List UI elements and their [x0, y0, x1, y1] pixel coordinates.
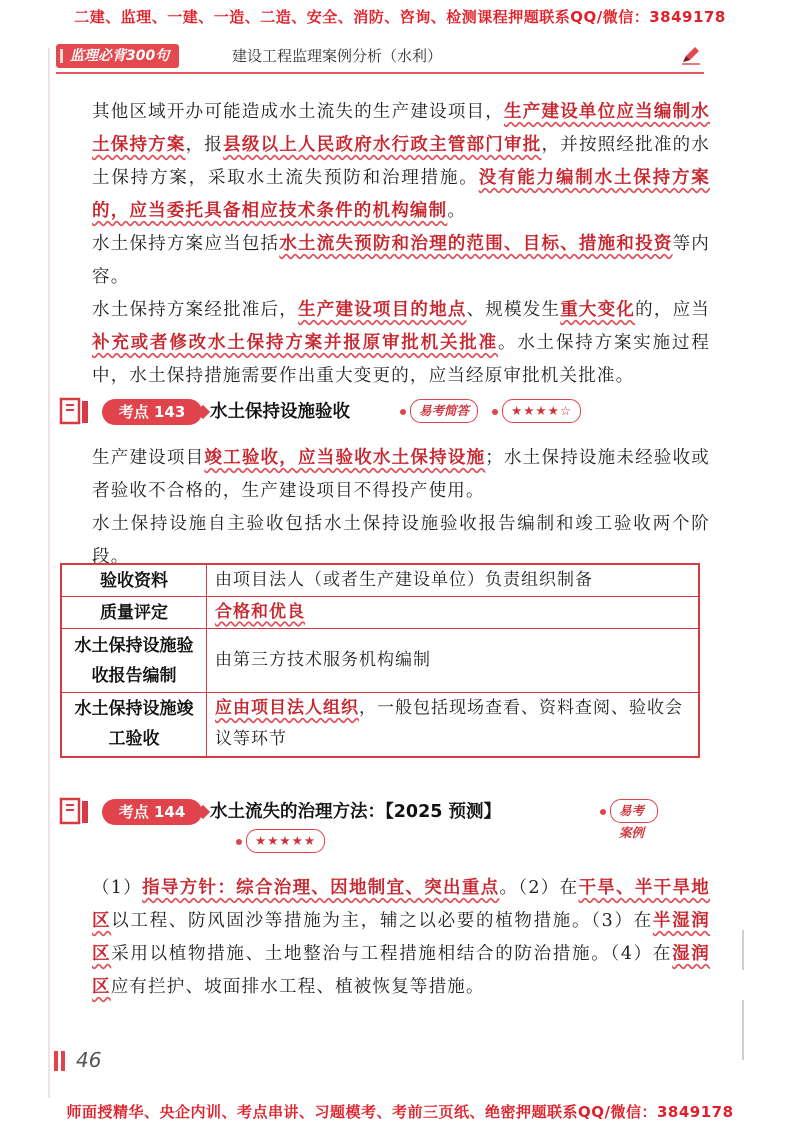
importance-stars: ★★★★★ — [246, 829, 325, 853]
highlighted-text: 干旱、半干旱地区 — [92, 878, 711, 931]
highlighted-text: 湿润区 — [92, 944, 710, 997]
acceptance-table — [60, 563, 700, 758]
body-text: 由项目法人（或者生产建设单位）负责组织制备 — [215, 570, 593, 590]
header-series-tag: 监理必背300句 — [56, 44, 179, 68]
highlighted-text: 生产建设单位应当编制水土保持方案 — [92, 102, 710, 155]
body-text: ，一般包括现场查看、资料查阅、验收会议等环节 — [215, 698, 683, 750]
row-header: 水土保持设施验收报告编制 — [61, 629, 207, 693]
body-text: 、规模发生 — [466, 300, 561, 320]
row-value — [207, 693, 700, 757]
separator-dot — [236, 839, 242, 845]
body-text: 由第三方技术服务机构编制 — [215, 650, 431, 670]
table-row — [61, 597, 699, 629]
table-row — [61, 693, 699, 757]
pen-icon — [680, 44, 702, 66]
row-value — [207, 629, 700, 693]
body-text: 水土保持设施自主验收包括水土保持设施验收报告编制和竣工验收两个阶段。 — [92, 514, 710, 567]
section-water-soil-plan — [92, 96, 710, 393]
page-margin-line — [48, 48, 50, 1098]
kp-badge: 考点 143 — [102, 399, 202, 425]
body-text: 。（2）在 — [499, 878, 579, 898]
body-text: 应有拦护、坡面排水工程、植被恢复等措施。 — [110, 977, 485, 997]
body-text: 。 — [447, 201, 467, 221]
body-text: ；水土保持设施未经验收或者验收不合格的，生产建设项目不得投产使用。 — [92, 448, 711, 501]
row-value — [207, 564, 700, 597]
paragraph — [92, 442, 710, 508]
book-icon — [58, 397, 92, 427]
separator-dot — [400, 409, 406, 415]
body-text: 以工程、防风固沙等措施为主，辅之以必要的植物措施。（3）在 — [111, 911, 653, 931]
body-text: 其他区域开办可能造成水土流失的生产建设项目， — [92, 102, 505, 122]
row-value — [207, 597, 700, 629]
highlighted-text: 补充或者修改水土保持方案并报原审批机关批准 — [92, 333, 498, 353]
kp143-heading — [58, 395, 618, 429]
body-text: 等内容。 — [92, 234, 711, 287]
importance-stars: ★★★★☆ — [502, 399, 581, 423]
highlighted-text: 指导方针：综合治理、因地制宜、突出重点 — [142, 878, 500, 898]
table-row — [61, 564, 699, 597]
body-text: 生产建设项目 — [92, 448, 205, 468]
paragraph — [92, 294, 710, 393]
bottom-banner: 师面授精华、央企内训、考点串讲、习题模考、考前三页纸、绝密押题联系QQ/微信：3849178 — [66, 1103, 734, 1121]
separator-dot — [492, 409, 498, 415]
highlighted-text: 生产建设项目的地点 — [298, 300, 467, 320]
highlighted-text: 县级以上人民政府水行政主管部门审批 — [223, 135, 542, 155]
section-treatment-methods — [92, 872, 710, 1004]
row-header: 验收资料 — [61, 564, 207, 597]
scan-edge-mark — [742, 930, 744, 970]
scan-edge-mark — [742, 1000, 744, 1060]
separator-dot — [600, 809, 606, 815]
paragraph — [92, 872, 710, 1004]
paragraph — [92, 228, 710, 294]
body-text: ，报 — [185, 135, 224, 155]
body-text: 。水土保持方案实施过程中，水土保持措施需要作出重大变更的，应当经原审批机关批准。 — [92, 333, 711, 386]
page-number: 46 — [76, 1048, 102, 1072]
kp-title: 水土流失的治理方法：【2025 预测】 — [210, 802, 502, 822]
page-marker-icon — [54, 1051, 70, 1073]
kp144-heading — [58, 795, 658, 840]
page-header — [56, 42, 704, 74]
highlighted-text: 竣工验收，应当验收水土保持设施 — [204, 448, 486, 468]
highlighted-text: 重大变化 — [560, 300, 636, 320]
row-header: 质量评定 — [61, 597, 207, 629]
highlighted-text: 没有能力编制水土保持方案的，应当委托具备相应技术条件的机构编制 — [92, 168, 710, 221]
body-text: 水土保持方案经批准后， — [92, 300, 298, 320]
header-title: 建设工程监理案例分析（水利） — [232, 47, 443, 65]
highlighted-text: 水土流失预防和治理的范围、目标、措施和投资 — [279, 234, 673, 254]
kp-badge: 考点 144 — [102, 799, 202, 825]
top-banner: 二建、监理、一建、一造、二造、安全、消防、咨询、检测课程押题联系QQ/微信：3849178 — [74, 8, 726, 26]
row-header: 水土保持设施竣工验收 — [61, 693, 207, 757]
exam-type-pill: 易考简答 — [410, 399, 478, 423]
highlighted-text: 半湿润区 — [92, 911, 710, 964]
kp-title: 水土保持设施验收 — [210, 402, 350, 422]
table-row — [61, 629, 699, 693]
body-text: （1） — [92, 878, 143, 898]
book-icon — [58, 797, 92, 827]
exam-type-pill: 易考案例 — [610, 799, 658, 823]
body-text: 的，应当 — [635, 300, 710, 320]
section-acceptance — [92, 442, 710, 574]
body-text: 采用以植物措施、土地整治与工程措施相结合的防治措施。（4）在 — [111, 944, 673, 964]
highlighted-text: 应由项目法人组织 — [215, 698, 359, 719]
body-text: 水土保持方案应当包括 — [92, 234, 280, 254]
paragraph — [92, 96, 710, 228]
body-text: ，并按照经批准的水土保持方案，采取水土流失预防和治理措施。 — [92, 135, 711, 188]
highlighted-text: 合格和优良 — [215, 602, 305, 622]
